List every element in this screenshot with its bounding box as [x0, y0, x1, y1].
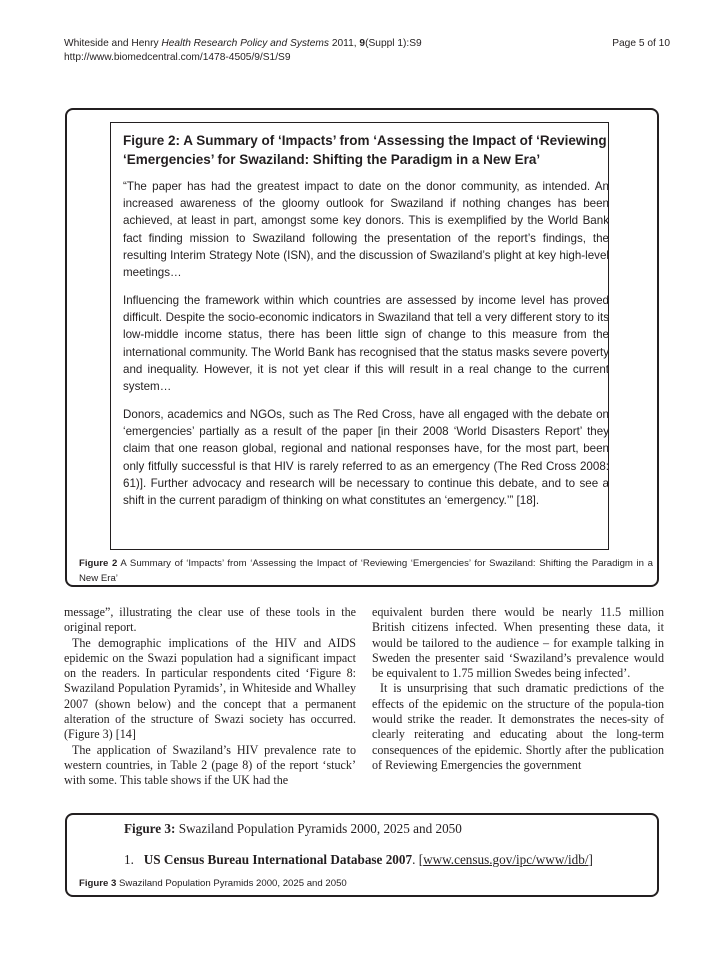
figure-3-caption-label: Figure 3 [79, 878, 117, 889]
figure-2-title: Figure 2: A Summary of ‘Impacts’ from ‘Assessing the Impact of ‘Reviewing ‘Emergencies’ for Swaziland: Shifting the Paradigm in a New Era’ [123, 133, 607, 167]
body-column-right [372, 605, 664, 773]
figure-3-reference: 1. US Census Bureau International Database 2007. [www.census.gov/ipc/www/idb/] [124, 852, 593, 867]
journal-name: Health Research Policy and Systems [161, 38, 330, 49]
body-paragraph: It is unsurprising that such dramatic predictions of the effects of the epidemic on the structure of the popula-tion would strike the reader. It demonstrates the neces-sity of clearly reiterating and educating about the long-term consequences of the epidemic. Shortly after the publication of Reviewing Emergencies the government [372, 681, 664, 772]
figure-3-title: Figure 3: Swaziland Population Pyramids 2000, 2025 and 2050 [124, 821, 462, 836]
body-column-left [64, 605, 356, 789]
census-url-link[interactable]: www.census.gov/ipc/www/idb/ [423, 852, 589, 867]
volume-number: 9 [359, 38, 366, 49]
page-number: Page 5 of 10 [612, 38, 670, 49]
figure-2-paragraph-2: Influencing the framework within which countries are assessed by income level has proved difficult. Despite the socio-economic indicators in Swaziland that tell a very different story to its low-middle income status, there has been little sign of change to this measure from the international community. The World Bank has recognised that the status masks severe poverty and inequality. However, it is not yet clear if this will result in a real change to the current system… [123, 294, 609, 394]
figure-2-caption: Figure 2 A Summary of ‘Impacts’ from ‘Assessing the Impact of ‘Reviewing ‘Emergencies’ for Swaziland: Shifting the Paradigm in a New Era’ [79, 558, 653, 584]
reference-source: US Census Bureau International Database 2007 [143, 852, 413, 867]
article-url[interactable]: http://www.biomedcentral.com/1478-4505/9/S1/S9 [64, 52, 291, 63]
body-paragraph: The demographic implications of the HIV and AIDS epidemic on the Swazi population had a significant impact on the readers. In particular respondents cited ‘Figure 8: Swaziland Population Pyramids’, in Whiteside and Whalley 2007 (shown below) and the concept that a permanent alteration of the structure of Swazi society has occurred. (Figure 3) [14] [64, 635, 356, 742]
figure-2-caption-label: Figure 2 [79, 558, 118, 569]
body-paragraph: message”, illustrating the clear use of these tools in the original report. [64, 605, 356, 635]
running-header [64, 37, 670, 51]
citation-line: Whiteside and Henry Health Research Policy and Systems 2011, 9(Suppl 1):S9 [64, 38, 422, 49]
body-paragraph: The application of Swaziland’s HIV prevalence rate to western countries, in Table 2 (page 8) of the report ‘stuck’ with some. This table shows if the UK had the [64, 742, 356, 788]
body-paragraph: equivalent burden there would be nearly 11.5 million British citizens infected. When presenting these data, it would be tailored to the audience – for example talking in Sweden the presenter said ‘Swaziland’s prevalence would be equivalent to 1.75 million Swedes being infected’. [372, 605, 664, 681]
figure-2-paragraph-1: “The paper has had the greatest impact to date on the donor community, as intended. An increased awareness of the gloomy outlook for Swaziland if nothing changes has been achieved, at least in part, amongst some key donors. This is exemplified by the World Bank fact finding mission to Swaziland following the presentation of the report’s findings, the resulting Interim Strategy Note (ISN), and the discussion of Swaziland’s plight at key high-level meetings… [123, 180, 609, 280]
figure-2-paragraph-3: Donors, academics and NGOs, such as The Red Cross, have all engaged with the debate on ‘emergencies’ partially as a result of the paper [in their 2008 ‘World Disasters Report’ they claim that one reason global, regional and national responses have, for the most part, been only fitfully successful is that HIV is rarely referred to as an emergency (The Red Cross 2008: 61)]. Further advocacy and research will be necessary to continue this debate, and to see a shift in the current paradigm of thinking on what constitutes an ‘emergency.’” [18]. [123, 408, 609, 508]
figure-3-caption: Figure 3 Swaziland Population Pyramids 2000, 2025 and 2050 [79, 878, 347, 889]
